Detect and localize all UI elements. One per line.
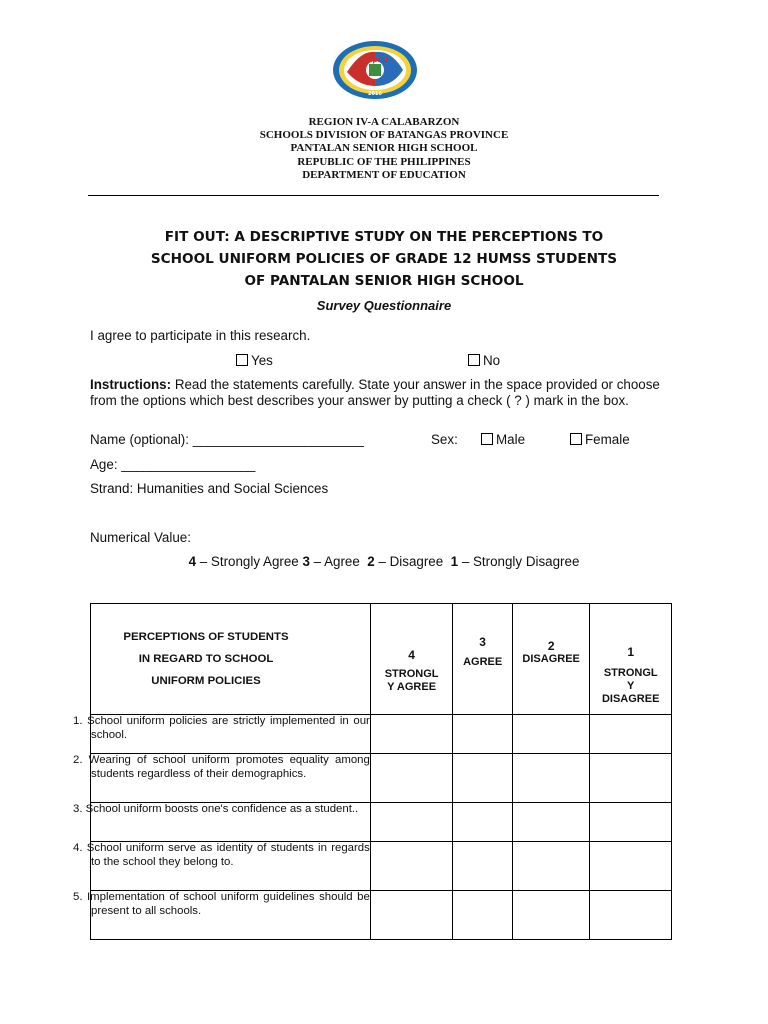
age-field[interactable]: Age: __________________ bbox=[90, 457, 256, 472]
table-row bbox=[91, 715, 672, 754]
title-line-2: SCHOOL UNIFORM POLICIES OF GRADE 12 HUMSS STUDENTS bbox=[150, 251, 618, 267]
rating-cell-4[interactable] bbox=[370, 891, 453, 940]
male-label: Male bbox=[496, 432, 526, 447]
col-strongly-disagree bbox=[590, 604, 672, 715]
no-label: No bbox=[483, 353, 501, 368]
instructions-label: Instructions: bbox=[90, 377, 172, 392]
rating-cell-1[interactable] bbox=[590, 842, 672, 891]
instructions-text: Read the statements carefully. State your answer in the space provided or choose from the options which best describes your answer by putting a check ( ? ) mark in the box. bbox=[90, 377, 660, 408]
table-row bbox=[91, 842, 672, 891]
no-checkbox[interactable] bbox=[468, 354, 480, 366]
perception-header-cell bbox=[91, 604, 371, 715]
scale-3-label: – Agree bbox=[309, 554, 368, 569]
scale-3-num: 3 bbox=[302, 554, 310, 569]
consent-yes-option[interactable] bbox=[236, 353, 273, 369]
numerical-value-label: Numerical Value: bbox=[90, 530, 191, 545]
rating-cell-3[interactable] bbox=[453, 803, 513, 842]
table-row bbox=[91, 803, 672, 842]
consent-no-option[interactable] bbox=[468, 353, 500, 369]
statement-cell: 3. School uniform boosts one's confidence as a student.. bbox=[91, 803, 371, 842]
rating-cell-2[interactable] bbox=[512, 754, 590, 803]
col-disagree bbox=[512, 604, 590, 715]
rating-cell-4[interactable] bbox=[370, 803, 453, 842]
yes-checkbox[interactable] bbox=[236, 354, 248, 366]
rating-cell-4[interactable] bbox=[370, 715, 453, 754]
rating-cell-3[interactable] bbox=[453, 754, 513, 803]
col-agree-num: 3 bbox=[479, 635, 486, 649]
table-row bbox=[91, 891, 672, 940]
header-divider bbox=[88, 195, 659, 196]
strand-text: Strand: Humanities and Social Sciences bbox=[90, 481, 329, 496]
title-line-1: FIT OUT: A DESCRIPTIVE STUDY ON THE PERCEPTIONS TO bbox=[164, 229, 604, 245]
col-agree-label: AGREE bbox=[463, 656, 503, 668]
rating-cell-2[interactable] bbox=[512, 803, 590, 842]
header-line-school: PANTALAN SENIOR HIGH SCHOOL bbox=[290, 142, 478, 155]
col-agree bbox=[453, 604, 513, 715]
rating-cell-4[interactable] bbox=[370, 754, 453, 803]
name-field[interactable]: Name (optional): _______________________ bbox=[90, 432, 364, 447]
statement-cell: 4. School uniform serve as identity of students in regards to the school they belong to. bbox=[91, 842, 371, 891]
statement-cell: 5. Implementation of school uniform guidelines should be present to all schools. bbox=[91, 891, 371, 940]
header-line-division: SCHOOLS DIVISION OF BATANGAS PROVINCE bbox=[259, 129, 509, 142]
seal-year-text: 2016 bbox=[368, 91, 382, 97]
rating-cell-2[interactable] bbox=[512, 891, 590, 940]
rating-cell-3[interactable] bbox=[453, 891, 513, 940]
sex-label: Sex: bbox=[431, 432, 458, 447]
rating-cell-2[interactable] bbox=[512, 842, 590, 891]
sex-female-option[interactable] bbox=[570, 432, 630, 448]
rating-scale-legend bbox=[0, 554, 768, 569]
female-checkbox[interactable] bbox=[570, 433, 582, 445]
yes-label: Yes bbox=[251, 353, 273, 368]
male-checkbox[interactable] bbox=[481, 433, 493, 445]
col-disagree-label: DISAGREE bbox=[522, 653, 580, 665]
col-strongly-agree bbox=[370, 604, 453, 715]
statement-cell: 2. Wearing of school uniform promotes equality among students regardless of their demographics. bbox=[91, 754, 371, 803]
school-header bbox=[0, 116, 768, 182]
rating-cell-1[interactable] bbox=[590, 891, 672, 940]
seal-deped-text: DepED bbox=[361, 56, 389, 64]
scale-2-label: – Disagree bbox=[374, 554, 451, 569]
perception-header-line-3: UNIFORM POLICIES bbox=[151, 675, 261, 687]
consent-statement: I agree to participate in this research. bbox=[90, 328, 311, 343]
rating-cell-2[interactable] bbox=[512, 715, 590, 754]
scale-4-label: – Strongly Agree bbox=[196, 554, 303, 569]
scale-2-num: 2 bbox=[367, 554, 375, 569]
study-title bbox=[0, 226, 768, 292]
instructions bbox=[90, 377, 680, 408]
rating-cell-3[interactable] bbox=[453, 842, 513, 891]
scale-4-num: 4 bbox=[188, 554, 197, 569]
rating-cell-4[interactable] bbox=[370, 842, 453, 891]
perception-header-line-1: PERCEPTIONS OF STUDENTS bbox=[123, 631, 289, 643]
survey-table bbox=[73, 603, 672, 940]
perception-header-line-2: IN REGARD TO SCHOOL bbox=[138, 653, 274, 665]
col-strongly-disagree-label: STRONGL Y DISAGREE bbox=[601, 667, 660, 705]
title-line-3: OF PANTALAN SENIOR HIGH SCHOOL bbox=[244, 273, 524, 289]
statement-cell: 1. School uniform policies are strictly implemented in our school. bbox=[91, 715, 371, 754]
rating-cell-1[interactable] bbox=[590, 715, 672, 754]
scale-1-label: – Strongly Disagree bbox=[458, 554, 580, 569]
header-line-republic: REPUBLIC OF THE PHILIPPINES bbox=[297, 155, 471, 168]
col-strongly-disagree-num: 1 bbox=[627, 645, 635, 659]
table-header-row bbox=[91, 604, 672, 715]
header-line-region: REGION IV-A CALABARZON bbox=[308, 116, 460, 128]
deped-seal-logo bbox=[331, 40, 419, 100]
scale-1-num: 1 bbox=[450, 554, 459, 569]
col-strongly-agree-label: STRONGL Y AGREE bbox=[384, 667, 439, 693]
rating-cell-1[interactable] bbox=[590, 803, 672, 842]
sex-male-option[interactable] bbox=[481, 432, 525, 448]
rating-cell-3[interactable] bbox=[453, 715, 513, 754]
table-row bbox=[91, 754, 672, 803]
col-strongly-agree-num: 4 bbox=[408, 647, 415, 662]
female-label: Female bbox=[585, 432, 630, 447]
col-disagree-num: 2 bbox=[547, 639, 555, 653]
header-line-department: DEPARTMENT OF EDUCATION bbox=[302, 168, 466, 181]
survey-subtitle: Survey Questionnaire bbox=[316, 298, 452, 313]
rating-cell-1[interactable] bbox=[590, 754, 672, 803]
